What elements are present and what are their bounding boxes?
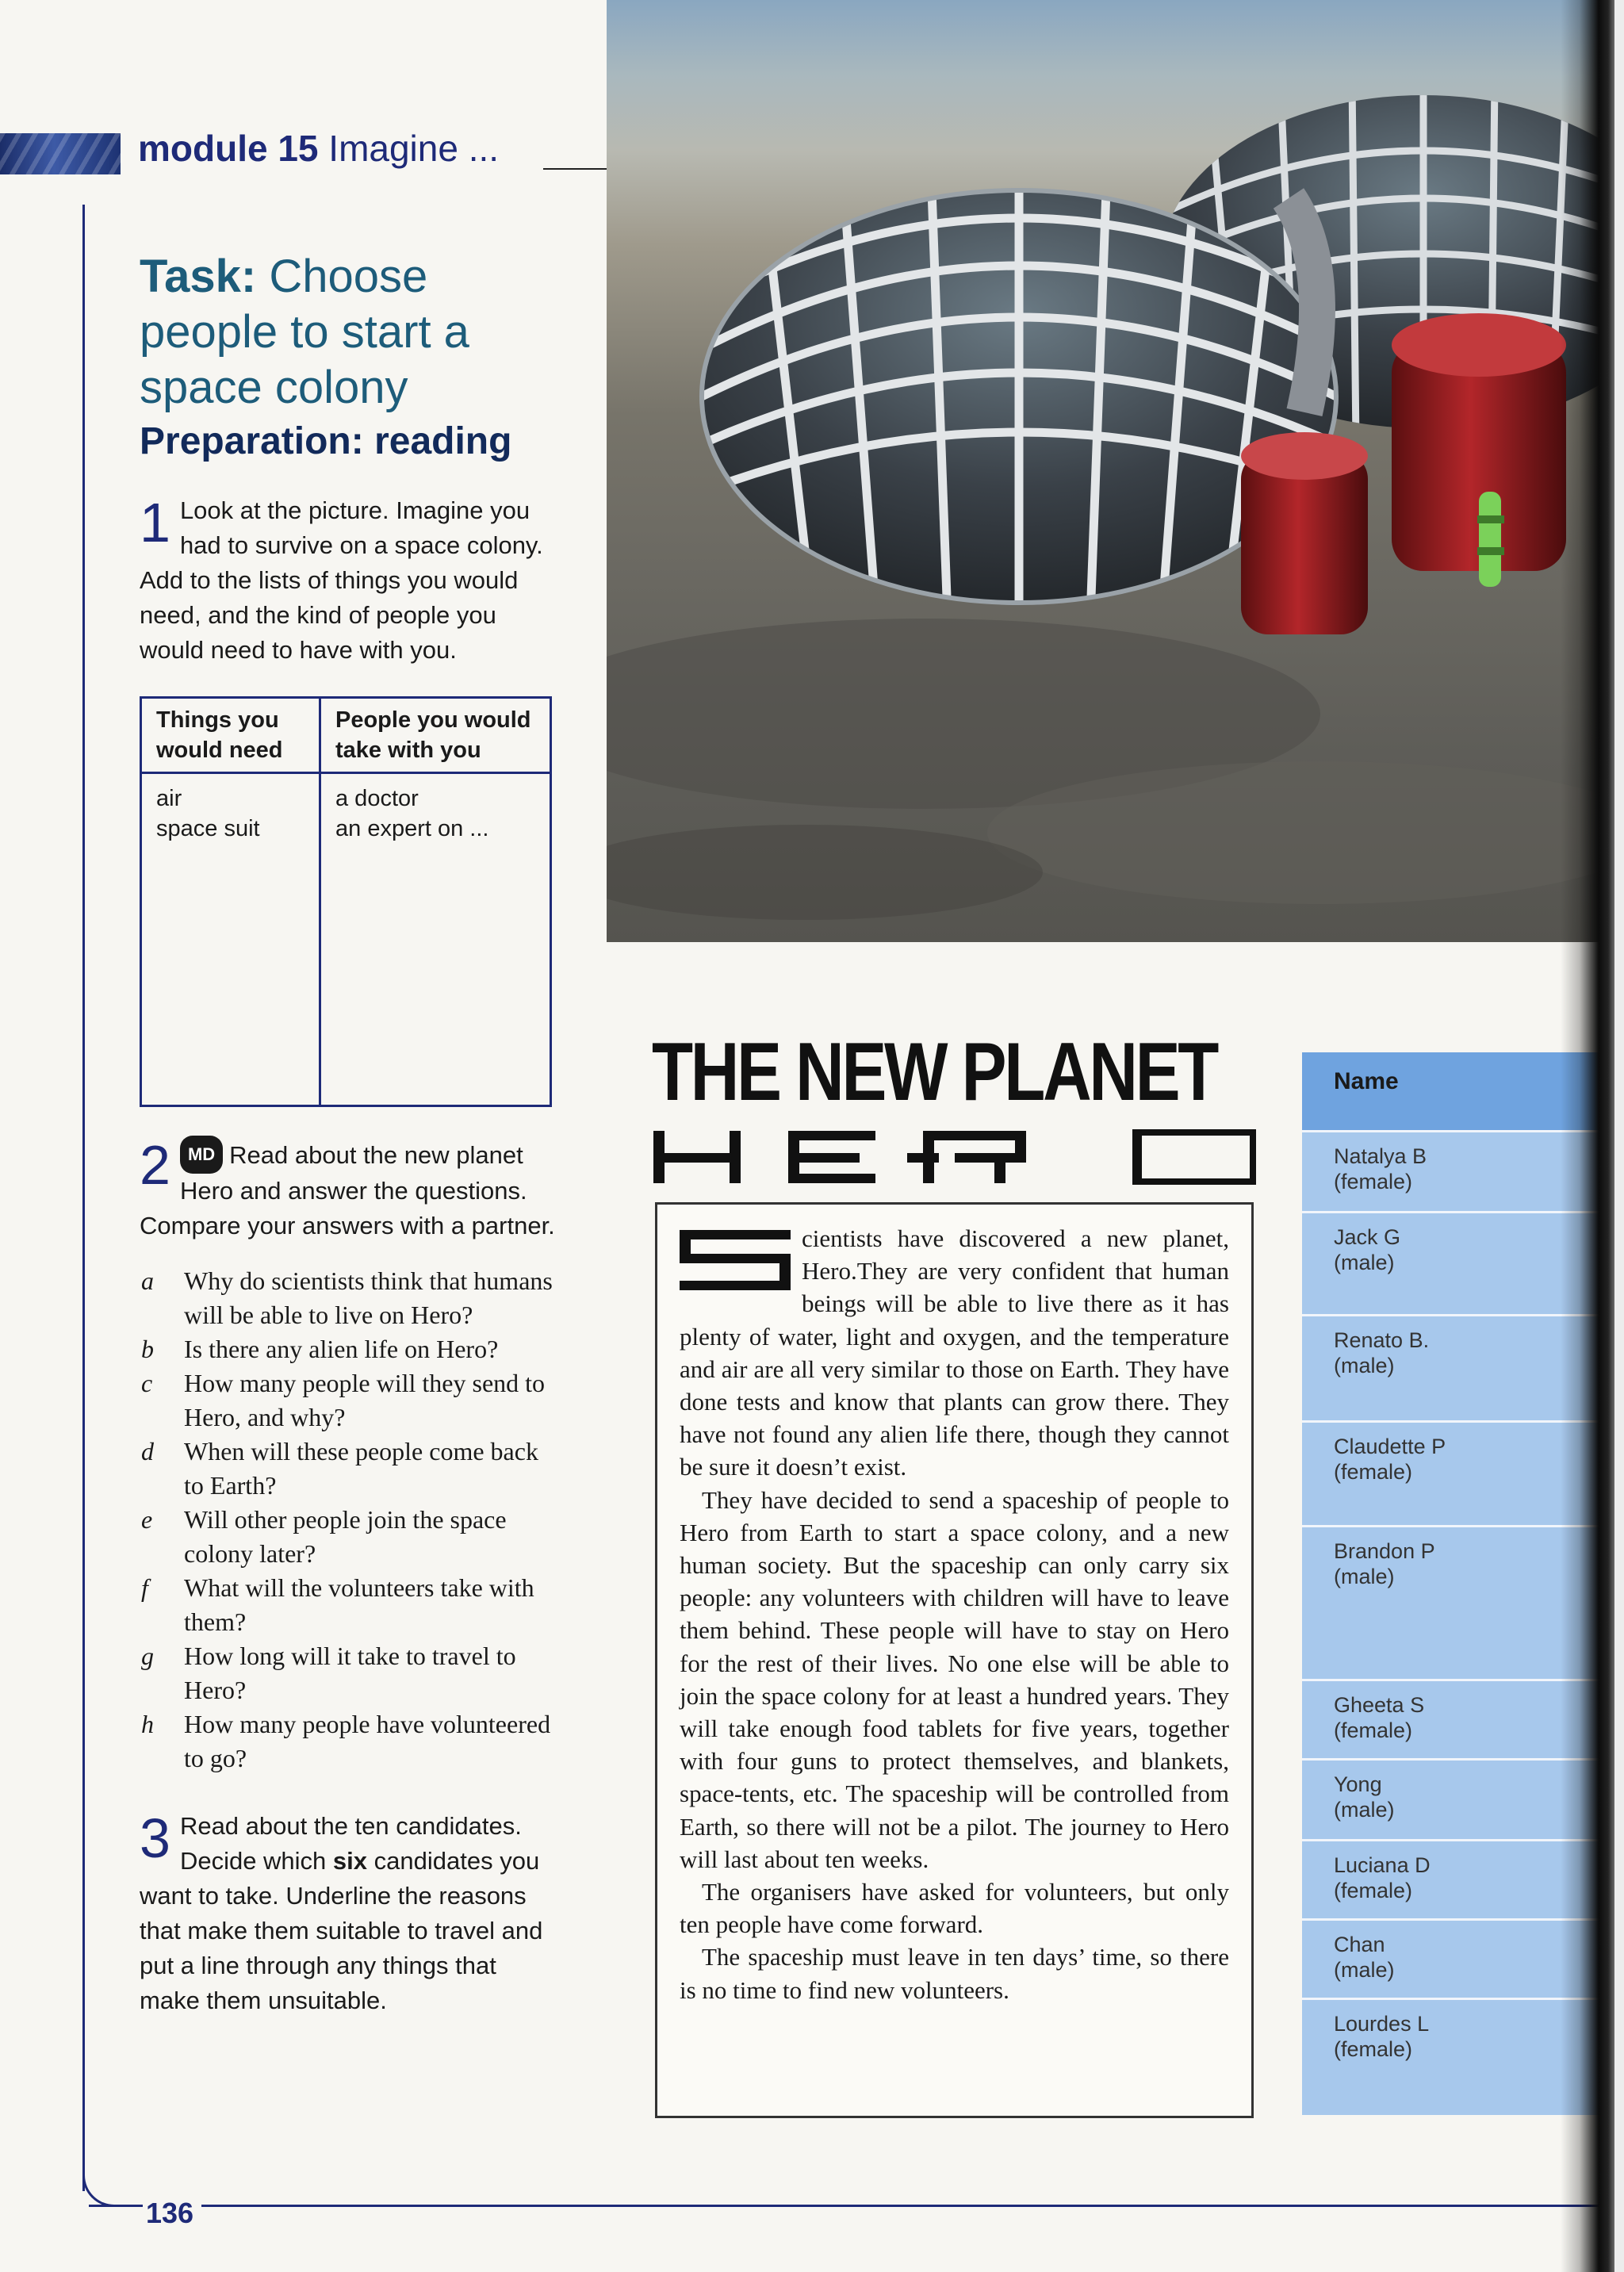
candidate-gender: (male) bbox=[1334, 1565, 1395, 1588]
question-letter: e bbox=[141, 1505, 153, 1534]
module-subtitle: Imagine ... bbox=[328, 128, 500, 169]
task-title-label: Task: bbox=[140, 251, 257, 302]
module-title bbox=[138, 127, 499, 170]
exercise-3 bbox=[140, 1809, 560, 2018]
candidate-name: Luciana D bbox=[1334, 1853, 1431, 1877]
exercise-instructions-bold: six bbox=[332, 1847, 368, 1875]
list-item bbox=[140, 1571, 560, 1639]
table-header-things: Things you would need bbox=[141, 698, 320, 773]
candidate-name: Jack G bbox=[1334, 1225, 1401, 1249]
list-item: air bbox=[156, 786, 182, 811]
article-body bbox=[655, 1202, 1254, 2118]
left-column bbox=[140, 249, 560, 2018]
exercise-instructions: Read about the new planet Hero and answer the questions. Compare your answers with a partner. bbox=[140, 1141, 555, 1239]
candidate-gender: (male) bbox=[1334, 1251, 1395, 1274]
exercise-number: 3 bbox=[140, 1807, 170, 1869]
question-letter: f bbox=[141, 1573, 148, 1602]
candidate-name: Yong bbox=[1334, 1772, 1382, 1796]
question-letter: a bbox=[141, 1266, 154, 1295]
candidate-gender: (female) bbox=[1334, 2037, 1413, 2061]
candidate-gender: (female) bbox=[1334, 1718, 1413, 1742]
space-colony-photo bbox=[607, 0, 1624, 942]
question-text: When will these people come back to Earth? bbox=[184, 1437, 538, 1500]
exercise-number: 2 bbox=[140, 1134, 170, 1196]
article-headline: THE NEW PLANET bbox=[652, 1026, 1217, 1118]
list-item: an expert on ... bbox=[335, 816, 489, 841]
question-letter: c bbox=[141, 1369, 153, 1397]
question-letter: d bbox=[141, 1437, 154, 1465]
needs-table bbox=[140, 696, 552, 1107]
preparation-heading: Preparation: reading bbox=[140, 420, 512, 462]
article-paragraph: The organisers have asked for volunteers, but only ten people have come forward. bbox=[680, 1878, 1229, 1939]
question-letter: b bbox=[141, 1335, 154, 1363]
question-text: Will other people join the space colony later? bbox=[184, 1505, 507, 1568]
question-list bbox=[140, 1264, 560, 1776]
question-letter: h bbox=[141, 1710, 154, 1738]
list-item bbox=[140, 1503, 560, 1571]
candidate-name: Chan bbox=[1334, 1933, 1385, 1956]
list-item bbox=[140, 1366, 560, 1435]
frame-left-rule bbox=[82, 205, 85, 2191]
article-paragraph: They have decided to send a spaceship of people to Hero from Earth to start a space colony, and a new human society. But the spaceship can only carry six people: any volunteers with children will have to leave them behind. These people will have to stay on Hero for the rest of their lives. No one else will be able to join the space colony for at least a hundred years. They will take enough food tablets for five years, together with four guns to protect themselves, and blankets, space-tents, etc. The spaceship will be controlled from Earth, so there will not be a pilot. The journey to Hero will last about ten weeks. bbox=[680, 1485, 1229, 1873]
candidate-name: Claudette P bbox=[1334, 1435, 1446, 1458]
candidate-gender: (female) bbox=[1334, 1460, 1413, 1484]
candidate-name: Natalya B bbox=[1334, 1144, 1427, 1168]
exercise-instructions-end: candidates you want to take. Underline the reasons that make them suitable to travel and put a line through any things that make them unsuitable. bbox=[140, 1847, 543, 2014]
table-cell-things[interactable] bbox=[141, 773, 320, 1106]
task-title-text: Choose people to start a space colony bbox=[140, 251, 469, 413]
article-paragraph: cientists have discovered a new planet, Hero.They are very confident that human beings will be able to live there as it has plenty of water, light and oxygen, and the temperature and air are all very similar to those on Earth. They have done tests and know that plants can grow there. They have not found any alien life there, though they cannot be sure it doesn’t exist. bbox=[680, 1224, 1229, 1481]
question-text: Is there any alien life on Hero? bbox=[184, 1335, 499, 1363]
exercise-instructions: Look at the picture. Imagine you had to survive on a space colony. Add to the lists of things you would need, and the kind of people you would need to have with you. bbox=[140, 496, 543, 664]
candidate-gender: (female) bbox=[1334, 1170, 1413, 1193]
question-text: How long will it take to travel to Hero? bbox=[184, 1642, 516, 1704]
dropcap-letter-s bbox=[680, 1230, 791, 1290]
space-colony-illustration bbox=[607, 0, 1624, 942]
question-text: How many people have volunteered to go? bbox=[184, 1710, 551, 1772]
table-cell-people[interactable] bbox=[320, 773, 551, 1106]
header-rule bbox=[543, 168, 607, 170]
list-item bbox=[140, 1639, 560, 1707]
question-letter: g bbox=[141, 1642, 154, 1670]
facing-page-edge bbox=[1614, 0, 1624, 2272]
list-item: a doctor bbox=[335, 786, 419, 811]
question-text: What will the volunteers take with them? bbox=[184, 1573, 534, 1636]
list-item bbox=[140, 1707, 560, 1776]
candidate-gender: (male) bbox=[1334, 1798, 1395, 1822]
hero-logo-title bbox=[653, 1129, 1256, 1185]
question-text: Why do scientists think that humans will be able to live on Hero? bbox=[184, 1266, 553, 1329]
list-item bbox=[140, 1264, 560, 1332]
candidate-name: Lourdes L bbox=[1334, 2012, 1430, 2036]
question-text: How many people will they send to Hero, and why? bbox=[184, 1369, 546, 1431]
candidate-name: Renato B. bbox=[1334, 1328, 1430, 1352]
article-paragraph: The spaceship must leave in ten days’ time, so there is no time to find new volunteers. bbox=[680, 1943, 1229, 2004]
candidate-gender: (female) bbox=[1334, 1879, 1413, 1902]
page-number: 136 bbox=[143, 2197, 201, 2230]
exercise-2 bbox=[140, 1136, 560, 1243]
exercise-instructions-start: Read about the ten candidates. Decide which bbox=[179, 1812, 522, 1875]
list-item: space suit bbox=[156, 816, 260, 841]
candidate-gender: (male) bbox=[1334, 1958, 1395, 1982]
table-header-people: People you would take with you bbox=[320, 698, 551, 773]
candidates-header: Name bbox=[1302, 1052, 1624, 1130]
candidate-gender: (male) bbox=[1334, 1354, 1395, 1377]
list-item bbox=[140, 1435, 560, 1503]
exercise-1 bbox=[140, 493, 560, 668]
task-title bbox=[140, 249, 560, 416]
frame-corner bbox=[82, 2165, 130, 2207]
frame-bottom-rule bbox=[89, 2205, 1624, 2207]
module-header-graphic bbox=[0, 133, 121, 174]
candidate-name: Gheeta S bbox=[1334, 1693, 1425, 1717]
module-label: module 15 bbox=[138, 128, 319, 169]
audio-badge: MD bbox=[180, 1136, 223, 1174]
exercise-number: 1 bbox=[140, 492, 170, 554]
candidate-name: Brandon P bbox=[1334, 1539, 1435, 1563]
list-item bbox=[140, 1332, 560, 1366]
